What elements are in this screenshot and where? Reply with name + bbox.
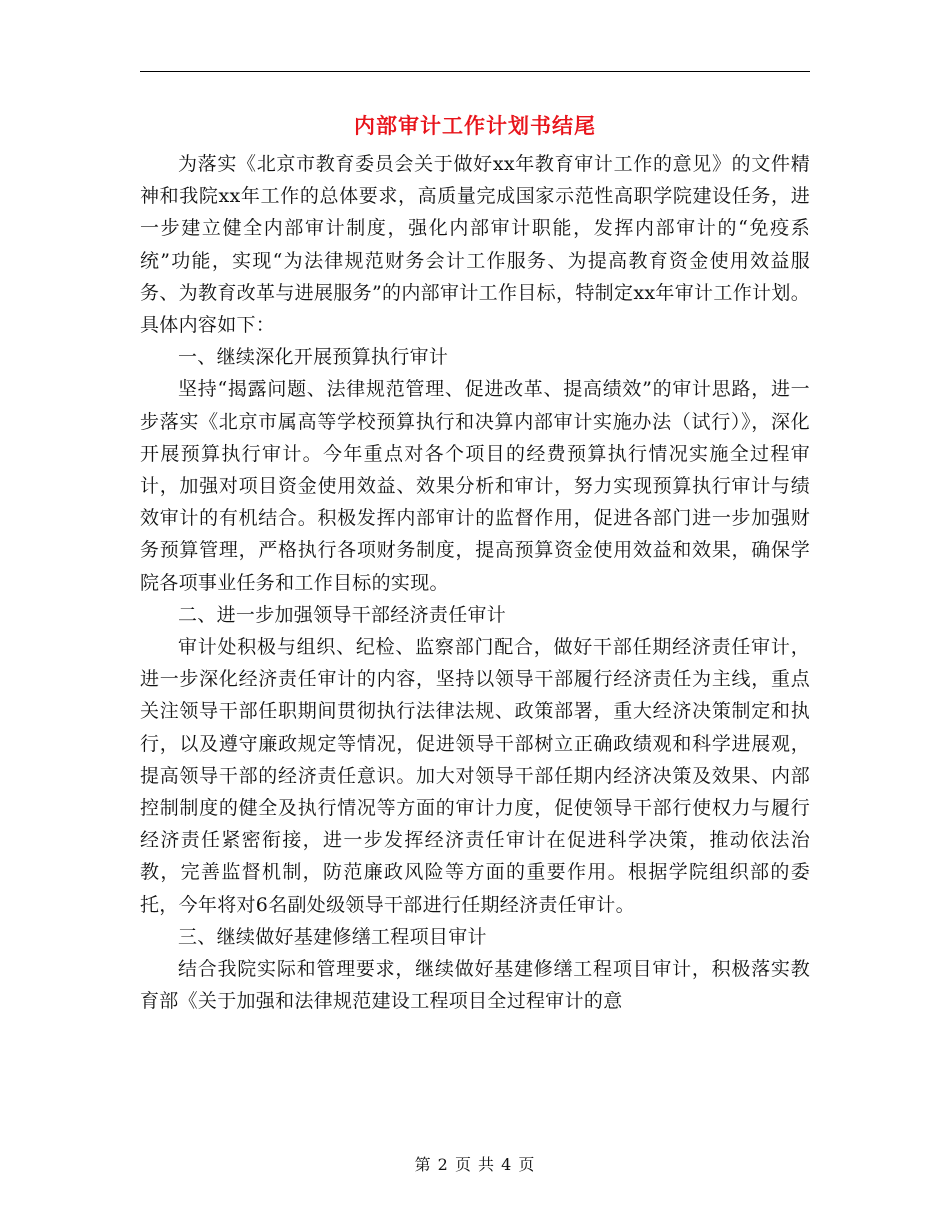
section-3-paragraph: 结合我院实际和管理要求，继续做好基建修缮工程项目审计，积极落实教育部《关于加强和法律规范建设工程项目全过程审计的意 (140, 958, 810, 1013)
section-heading-1: 一、继续深化开展预算执行审计 (178, 346, 449, 369)
page-number-footer: 第 2 页 共 4 页 (414, 1155, 536, 1174)
document-title: 内部审计工作计划书结尾 (354, 113, 596, 138)
section-1-paragraph: 坚持“揭露问题、法律规范管理、促进改革、提高绩效”的审计思路，进一步落实《北京市属高等学校预算执行和决算内部审计实施办法（试行）》，深化开展预算执行审计。今年重点对各个项目的经费预算执行情况实施全过程审计，加强对项目资金使用效益、效果分析和审计，努力实现预算执行审计与绩效审计的有机结合。积极发挥内部审计的监督作用，促进各部门进一步加强财务预算管理，严格执行各项财务制度，提高预算资金使用效益和效果，确保学院各项事业任务和工作目标的实现。 (140, 378, 810, 594)
section-heading-2: 二、进一步加强领导干部经济责任审计 (178, 603, 507, 626)
header-rule (140, 71, 810, 72)
document-body (140, 148, 810, 1017)
section-2-paragraph: 审计处积极与组织、纪检、监察部门配合，做好干部任期经济责任审计，进一步深化经济责任审计的内容，坚持以领导干部履行经济责任为主线，重点关注领导干部任职期间贯彻执行法律法规、政策部署，重大经济决策制定和执行，以及遵守廉政规定等情况，促进领导干部树立正确政绩观和科学进展观，提高领导干部的经济责任意识。加大对领导干部任期内经济决策及效果、内部控制制度的健全及执行情况等方面的审计力度，促使领导干部行使权力与履行经济责任紧密衔接，进一步发挥经济责任审计在促进科学决策，推动依法治教，完善监督机制，防范廉政风险等方面的重要作用。根据学院组织部的委托，今年将对6名副处级领导干部进行任期经济责任审计。 (140, 636, 810, 916)
section-heading-3: 三、继续做好基建修缮工程项目审计 (178, 925, 487, 948)
intro-paragraph: 为落实《北京市教育委员会关于做好xx年教育审计工作的意见》的文件精神和我院xx年工作的总体要求，高质量完成国家示范性高职学院建设任务，进一步建立健全内部审计制度，强化内部审计职能，发挥内部审计的“免疫系统”功能，实现“为法律规范财务会计工作服务、为提高教育资金使用效益服务、为教育改革与进展服务”的内部审计工作目标，特制定xx年审计工作计划。具体内容如下： (140, 153, 810, 337)
